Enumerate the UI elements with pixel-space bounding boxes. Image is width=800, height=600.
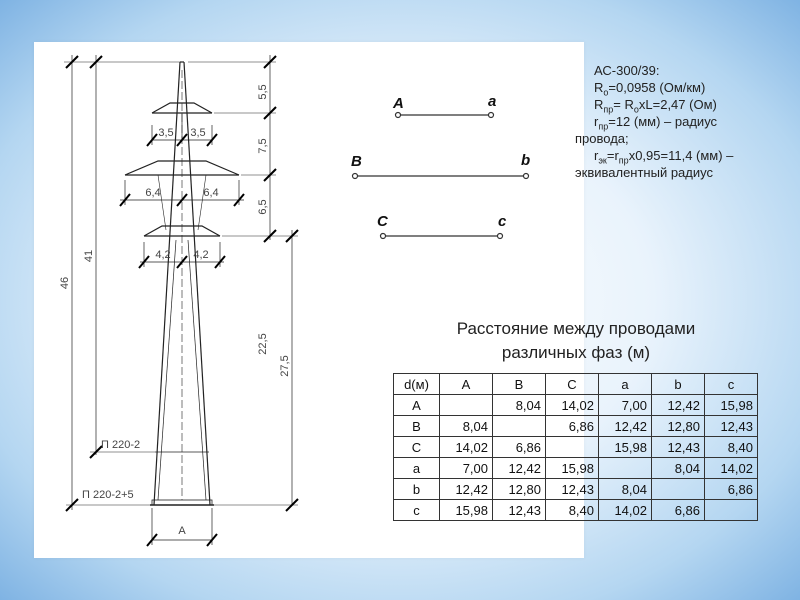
table-cell: 14,02 [705, 458, 758, 479]
table-cell: 6,86 [705, 479, 758, 500]
table-cell: 14,02 [599, 500, 652, 521]
phase-label-A: A [393, 95, 404, 112]
info-line-2: $R_о=0,0958$ (Ом/км) [594, 80, 706, 98]
table-cell [705, 500, 758, 521]
table-cell: 7,00 [599, 395, 652, 416]
header-cell: a [599, 374, 652, 395]
table-cell [652, 479, 705, 500]
dim-right-1: 5,5 [257, 84, 269, 100]
header-cell: A [440, 374, 493, 395]
table-cell: 8,04 [599, 479, 652, 500]
header-cell: C [546, 374, 599, 395]
table-cell: 12,42 [440, 479, 493, 500]
dim-left-1: 46 [59, 276, 71, 290]
table-cell [493, 416, 546, 437]
table-title-line-1: Расстояние между проводами [456, 319, 696, 338]
table-title [392, 317, 760, 365]
phase-label-C: C [377, 213, 388, 230]
arm-label-2: 3,5 [190, 127, 206, 139]
table-cell [440, 395, 493, 416]
table-cell: 12,80 [652, 416, 705, 437]
row-header: C [394, 437, 440, 458]
info-line-3: $R_{пр}= R_оxL=2,47$ (Ом) [594, 97, 717, 115]
table-cell: 7,00 [440, 458, 493, 479]
level-label-2: П 220-2+5 [82, 489, 134, 501]
row-header: c [394, 500, 440, 521]
table-row [394, 416, 758, 437]
table-cell: 12,42 [652, 395, 705, 416]
dim-right-3: 6,5 [257, 199, 269, 215]
table-title-line-2: различных фаз (м) [501, 343, 651, 362]
table-cell: 15,98 [440, 500, 493, 521]
phase-label-B: B [351, 153, 362, 170]
table-cell [546, 437, 599, 458]
header-cell: c [705, 374, 758, 395]
row-header: A [394, 395, 440, 416]
arm-label-4: 6,4 [203, 187, 219, 199]
base-label: A [178, 525, 186, 537]
arm-label-3: 6,4 [145, 187, 161, 199]
table-cell: 12,43 [705, 416, 758, 437]
dim-left-2: 41 [83, 249, 95, 263]
table-cell: 12,80 [493, 479, 546, 500]
table-cell: 12,43 [493, 500, 546, 521]
table-cell: 12,43 [652, 437, 705, 458]
table-cell: 6,86 [493, 437, 546, 458]
table-row [394, 479, 758, 500]
info-line-5: провода; [575, 131, 629, 146]
table-row [394, 500, 758, 521]
dim-right-5: 27,5 [279, 355, 291, 377]
dim-right-2: 7,5 [257, 138, 269, 154]
info-line-7: эквивалентный радиус [575, 165, 713, 180]
table-row [394, 458, 758, 479]
table-cell: 8,04 [493, 395, 546, 416]
table-cell: 14,02 [546, 395, 599, 416]
arm-label-1: 3,5 [158, 127, 174, 139]
header-cell: B [493, 374, 546, 395]
table-cell: 6,86 [546, 416, 599, 437]
phase-label-a: a [488, 93, 497, 110]
table-row [394, 437, 758, 458]
dim-right-4: 22,5 [257, 333, 269, 355]
table-cell: 12,43 [546, 479, 599, 500]
table-cell: 8,40 [705, 437, 758, 458]
table-cell: 15,98 [546, 458, 599, 479]
info-line-1: АС-300/39: [594, 63, 660, 78]
phase-label-c: c [498, 213, 507, 230]
table-cell: 8,40 [546, 500, 599, 521]
table-cell: 8,04 [440, 416, 493, 437]
header-cell: d(м) [394, 374, 440, 395]
table-header-row [394, 374, 758, 395]
row-header: a [394, 458, 440, 479]
level-label-1: П 220-2 [101, 439, 141, 451]
header-cell: b [652, 374, 705, 395]
conductor-info [575, 62, 775, 181]
table-cell: 8,04 [652, 458, 705, 479]
row-header: B [394, 416, 440, 437]
table-cell: 12,42 [493, 458, 546, 479]
phase-label-b: b [521, 152, 531, 169]
table-cell: 12,42 [599, 416, 652, 437]
distance-table [393, 373, 758, 521]
info-line-4: $r_{пр}=12$ (мм) – радиус [594, 114, 718, 132]
table-cell: 14,02 [440, 437, 493, 458]
table-cell: 6,86 [652, 500, 705, 521]
info-line-6: $r_{эк}=r_{пр}x0,95=11,4$ (мм) – [594, 148, 734, 166]
table-row [394, 395, 758, 416]
row-header: b [394, 479, 440, 500]
arm-label-5: 4,2 [155, 249, 171, 261]
arm-label-6: 4,2 [193, 249, 209, 261]
table-cell: 15,98 [599, 437, 652, 458]
table-cell [599, 458, 652, 479]
table-cell: 15,98 [705, 395, 758, 416]
